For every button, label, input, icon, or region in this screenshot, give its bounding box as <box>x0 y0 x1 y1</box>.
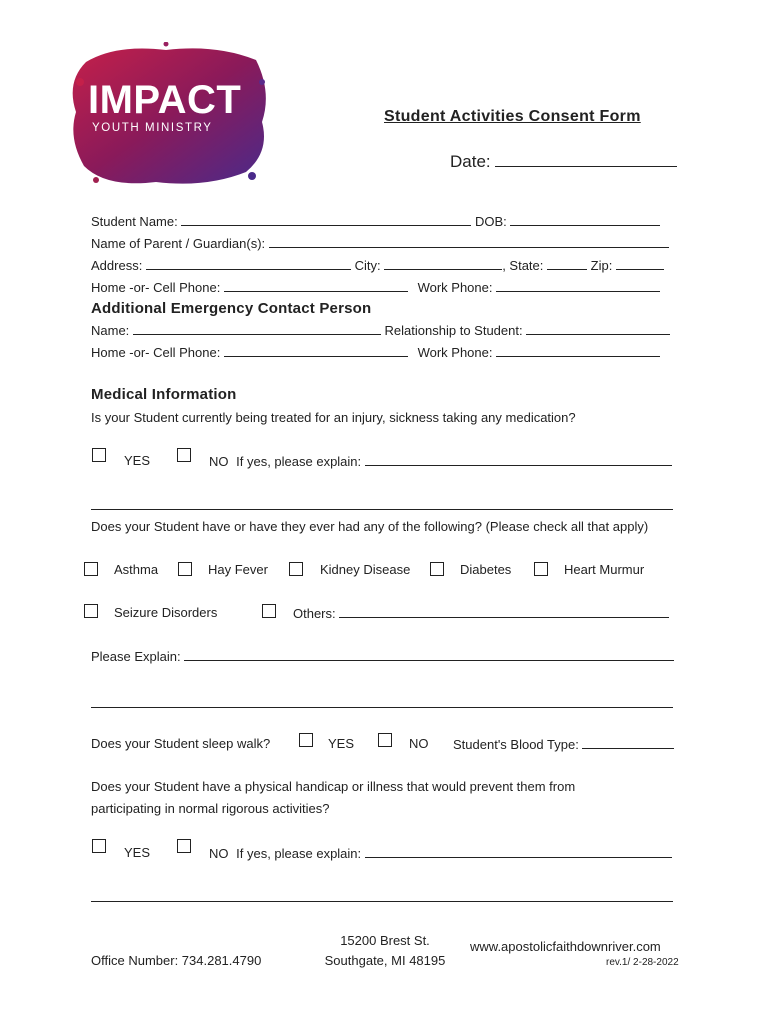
city-label: City: <box>354 258 381 273</box>
handicap-yes-label: YES <box>124 845 151 860</box>
student-name-label: Student Name: <box>91 214 178 229</box>
handicap-explain-line-2[interactable] <box>91 901 673 902</box>
address-line-2: Southgate, MI 48195 <box>324 953 446 968</box>
handicap-explain-label: If yes, please explain: <box>236 846 362 861</box>
sleepwalk-no-label: NO <box>409 736 429 751</box>
seizure-label: Seizure Disorders <box>114 605 218 620</box>
q1-explain-line-2[interactable] <box>91 509 673 510</box>
student-name-field[interactable] <box>181 213 471 226</box>
emergency-heading: Additional Emergency Contact Person <box>91 300 372 317</box>
blood-type-row <box>453 736 674 752</box>
medical-question-1: Is your Student currently being treated for an injury, sickness taking any medication? <box>91 410 576 425</box>
office-number: Office Number: 734.281.4790 <box>91 953 262 968</box>
please-explain-row <box>91 648 674 664</box>
address-line-1: 15200 Brest St. <box>340 933 430 948</box>
logo-title: IMPACT <box>88 78 242 122</box>
emergency-home-phone-field[interactable] <box>224 344 408 357</box>
emergency-work-phone-field[interactable] <box>496 344 660 357</box>
parent-row <box>91 235 669 251</box>
date-label: Date: <box>450 152 491 171</box>
sleepwalk-question: Does your Student sleep walk? <box>91 736 271 751</box>
please-explain-label: Please Explain: <box>91 649 181 664</box>
work-phone-label: Work Phone: <box>417 280 493 295</box>
diabetes-label: Diabetes <box>460 562 512 577</box>
handicap-explain-field[interactable] <box>365 845 672 858</box>
blood-type-label: Student's Blood Type: <box>453 737 579 752</box>
relationship-field[interactable] <box>526 322 670 335</box>
state-label: , State: <box>502 258 544 273</box>
sleepwalk-yes-checkbox[interactable] <box>299 733 313 747</box>
address-label: Address: <box>91 258 143 273</box>
relationship-label: Relationship to Student: <box>384 323 523 338</box>
q1-no-checkbox[interactable] <box>177 448 191 462</box>
zip-field[interactable] <box>616 257 664 270</box>
blood-type-field[interactable] <box>582 736 674 749</box>
seizure-checkbox[interactable] <box>84 604 98 618</box>
kidney-disease-checkbox[interactable] <box>289 562 303 576</box>
others-checkbox[interactable] <box>262 604 276 618</box>
kidney-disease-label: Kidney Disease <box>320 562 411 577</box>
handicap-question-line-2: participating in normal rigorous activities? <box>91 801 330 816</box>
home-phone-field[interactable] <box>224 279 408 292</box>
impact-logo <box>66 42 272 190</box>
handicap-no-row <box>209 845 672 861</box>
hay-fever-label: Hay Fever <box>208 562 268 577</box>
revision-note: rev.1/ 2-28-2022 <box>606 957 679 968</box>
handicap-no-label: NO <box>209 846 229 861</box>
dob-label: DOB: <box>474 214 507 229</box>
student-name-row <box>91 213 660 229</box>
state-field[interactable] <box>547 257 587 270</box>
handicap-question-line-1: Does your Student have a physical handicap or illness that would prevent them from <box>91 779 576 794</box>
sleepwalk-no-checkbox[interactable] <box>378 733 392 747</box>
emergency-work-phone-label: Work Phone: <box>417 345 493 360</box>
q1-explain-label: If yes, please explain: <box>236 454 362 469</box>
logo-subtitle: YOUTH MINISTRY <box>92 122 213 134</box>
q1-explain-field[interactable] <box>365 453 672 466</box>
home-phone-label: Home -or- Cell Phone: <box>91 280 221 295</box>
city-field[interactable] <box>384 257 502 270</box>
student-phone-row <box>91 279 660 295</box>
emergency-phone-row <box>91 344 660 360</box>
website-link[interactable]: www.apostolicfaithdownriver.com <box>470 939 661 954</box>
work-phone-field[interactable] <box>496 279 660 292</box>
others-field[interactable] <box>339 605 669 618</box>
medical-question-2: Does your Student have or have they ever had any of the following? (Please check all that apply) <box>91 519 649 534</box>
dob-field[interactable] <box>510 213 660 226</box>
date-field[interactable] <box>495 150 677 167</box>
others-row <box>293 605 669 621</box>
handicap-no-checkbox[interactable] <box>177 839 191 853</box>
q1-no-row <box>209 453 672 469</box>
emergency-name-field[interactable] <box>133 322 381 335</box>
zip-label: Zip: <box>590 258 613 273</box>
address-row <box>91 257 664 273</box>
heart-murmur-label: Heart Murmur <box>564 562 645 577</box>
medical-heading: Medical Information <box>91 386 237 403</box>
emergency-name-row <box>91 322 670 338</box>
hay-fever-checkbox[interactable] <box>178 562 192 576</box>
form-title: Student Activities Consent Form <box>384 108 641 125</box>
please-explain-line-2[interactable] <box>91 707 673 708</box>
parent-field[interactable] <box>269 235 669 248</box>
please-explain-field[interactable] <box>184 648 674 661</box>
sleepwalk-yes-label: YES <box>328 736 355 751</box>
q1-no-label: NO <box>209 454 229 469</box>
others-label: Others: <box>293 606 336 621</box>
q1-yes-checkbox[interactable] <box>92 448 106 462</box>
address-field[interactable] <box>146 257 351 270</box>
heart-murmur-checkbox[interactable] <box>534 562 548 576</box>
q1-yes-label: YES <box>124 453 151 468</box>
emergency-name-label: Name: <box>91 323 130 338</box>
diabetes-checkbox[interactable] <box>430 562 444 576</box>
asthma-label: Asthma <box>114 562 159 577</box>
handicap-yes-checkbox[interactable] <box>92 839 106 853</box>
date-row <box>450 150 677 172</box>
asthma-checkbox[interactable] <box>84 562 98 576</box>
emergency-home-phone-label: Home -or- Cell Phone: <box>91 345 221 360</box>
parent-label: Name of Parent / Guardian(s): <box>91 236 266 251</box>
